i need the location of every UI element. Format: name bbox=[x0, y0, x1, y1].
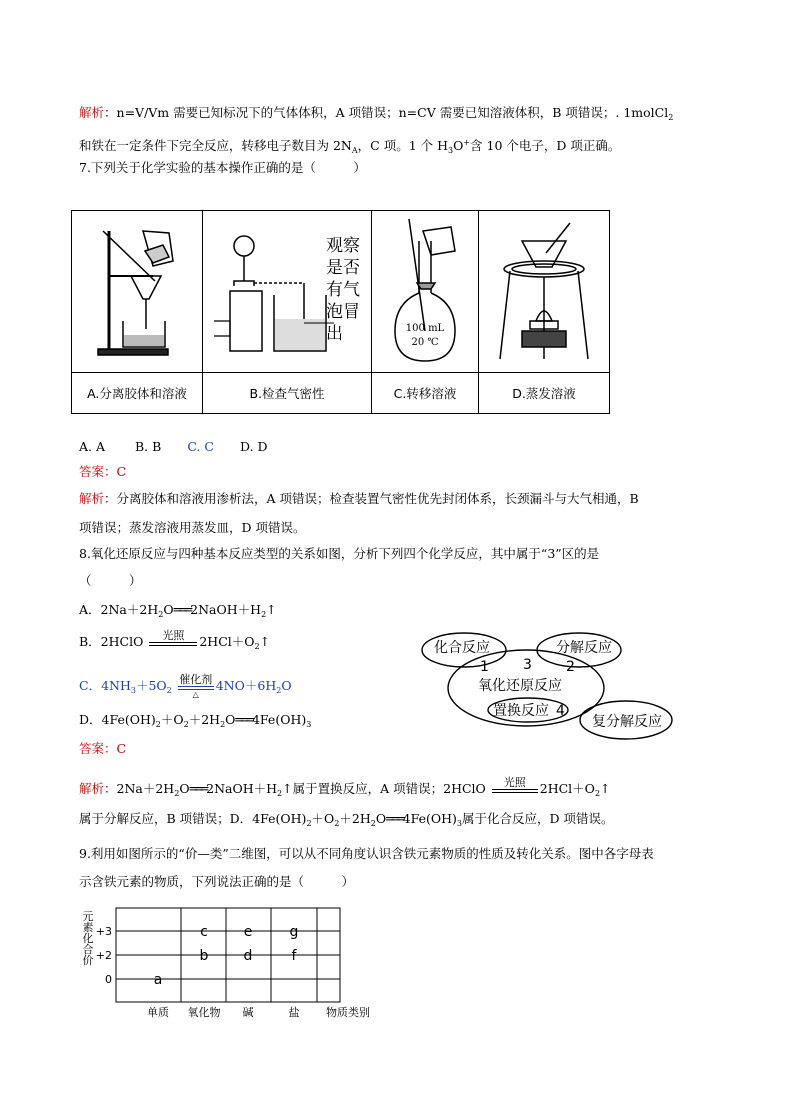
decompose-label: 分解反应 bbox=[556, 640, 612, 656]
q8-answer bbox=[79, 740, 126, 758]
subscript: 2 bbox=[183, 720, 189, 729]
caption-b: B.检查气密性 bbox=[203, 373, 372, 414]
analysis-text: ＋O bbox=[311, 811, 335, 826]
y-tick-zero: 0 bbox=[105, 973, 112, 986]
option-text: A．2Na＋2H bbox=[79, 602, 159, 617]
q9-stem-line1: 9.利用如图所示的“价—类”二维图，可以从不同角度认识含铁元素物质的性质及转化关系。图中各字母表 bbox=[79, 846, 654, 861]
condition-arrow bbox=[149, 630, 197, 655]
subscript: 2 bbox=[158, 610, 164, 619]
point-b: b bbox=[199, 948, 209, 964]
subscript: 2 bbox=[277, 789, 283, 798]
answer-label: 答案： bbox=[79, 464, 117, 479]
x-tick-element: 单质 bbox=[147, 1006, 169, 1019]
replace-label: 置换反应 bbox=[493, 703, 549, 719]
option-text: ↑ bbox=[259, 634, 271, 649]
evaporation-apparatus-icon bbox=[480, 211, 608, 369]
analysis-label: 解析 bbox=[79, 105, 105, 120]
analysis-text: O bbox=[453, 138, 464, 153]
option-text: ↑ bbox=[266, 602, 277, 617]
q8-option-a bbox=[79, 601, 277, 624]
analysis-text: ＋2H bbox=[339, 811, 371, 826]
choice-d: D. D bbox=[239, 439, 268, 454]
q7-choices bbox=[79, 438, 267, 456]
option-text: D．4Fe(OH) bbox=[79, 712, 156, 727]
analysis-text: O bbox=[375, 811, 387, 826]
condition-arrow bbox=[492, 777, 538, 802]
equals-sign: ═══ bbox=[173, 602, 191, 617]
y-title-char-1: 元 bbox=[82, 910, 94, 923]
condition-text: 光照 bbox=[162, 629, 185, 642]
subscript: 2 bbox=[166, 686, 172, 695]
q7-analysis-line2: 项错误；蒸发溶液用蒸发皿，D 项错误。 bbox=[79, 520, 306, 535]
apparatus-a bbox=[72, 211, 203, 373]
airtightness-apparatus-icon bbox=[204, 211, 370, 369]
y-title-char-2: 素 bbox=[82, 921, 94, 934]
x-tick-category: 物质类别 bbox=[326, 1006, 370, 1019]
q8-option-c bbox=[79, 674, 292, 700]
x-tick-salt: 盐 bbox=[288, 1006, 300, 1019]
analysis-text: ：n=V/Vm 需要已知标况下的气体体积，A 项错误；n=CV 需要已知溶液体积，B 项错误；. 1molCl bbox=[104, 105, 669, 120]
condition-text: 催化剂 bbox=[179, 673, 213, 686]
option-text: 4NO＋6H bbox=[215, 678, 277, 693]
option-text: 2NaOH＋H bbox=[190, 602, 262, 617]
subscript: 2 bbox=[334, 819, 340, 828]
analysis-text: ：2Na＋2H bbox=[104, 781, 175, 796]
condition-text: 光照 bbox=[503, 776, 526, 789]
region-2: 2 bbox=[566, 659, 575, 675]
subscript: 2 bbox=[276, 686, 282, 695]
subscript: 2 bbox=[370, 819, 376, 828]
apparatus-c bbox=[372, 211, 479, 373]
region-3: 3 bbox=[523, 657, 532, 673]
volumetric-flask-icon bbox=[373, 211, 477, 369]
caption-d: D.蒸发溶液 bbox=[479, 373, 610, 414]
answer-value: C bbox=[116, 464, 127, 479]
analysis-label: 解析 bbox=[79, 491, 105, 506]
subscript: 2 bbox=[220, 720, 226, 729]
caption-c: C.转移溶液 bbox=[372, 373, 479, 414]
option-text: C．4NH bbox=[79, 678, 131, 693]
analysis-label: 解析 bbox=[79, 781, 105, 796]
equals-sign: ═══ bbox=[386, 811, 403, 826]
analysis-text: 属于化合反应，D 项错误。 bbox=[462, 811, 614, 826]
point-c: c bbox=[200, 924, 208, 940]
subscript: 2 bbox=[261, 610, 267, 619]
q8-stem2: （ ） bbox=[79, 573, 142, 588]
q7-analysis-line1 bbox=[79, 490, 639, 508]
equals-sign: ═══ bbox=[189, 781, 207, 796]
double-label: 复分解反应 bbox=[592, 714, 662, 730]
point-e: e bbox=[243, 924, 253, 940]
q6-analysis-line2 bbox=[79, 134, 620, 160]
y-title-char-4: 合 bbox=[82, 943, 94, 956]
option-text: 2HCl＋O bbox=[199, 634, 255, 649]
subscript: 2 bbox=[155, 720, 161, 729]
apparatus-d bbox=[479, 211, 610, 373]
analysis-text: ↑属于置换反应，A 项错误；2HClO bbox=[282, 781, 486, 796]
subscript: 2 bbox=[174, 789, 180, 798]
b-note-1: 观察 bbox=[326, 236, 360, 256]
subscript: 2 bbox=[668, 113, 674, 122]
option-text: B．2HClO bbox=[79, 634, 144, 649]
region-4: 4 bbox=[556, 703, 565, 719]
analysis-text: 4Fe(OH) bbox=[402, 811, 457, 826]
analysis-text: 2HCl＋O bbox=[539, 781, 595, 796]
analysis-text: ，C 项。1 个 H bbox=[357, 138, 448, 153]
q8-analysis-line1 bbox=[79, 777, 611, 803]
redox-label: 氧化还原反应 bbox=[478, 678, 562, 694]
valence-class-chart bbox=[78, 898, 388, 1028]
choice-a: A. A bbox=[79, 439, 106, 454]
subscript: 3 bbox=[448, 146, 454, 155]
filtration-apparatus-icon bbox=[73, 211, 201, 369]
condition-text: △ bbox=[192, 690, 199, 699]
q7-apparatus-table bbox=[71, 210, 610, 414]
point-a: a bbox=[153, 972, 163, 988]
option-text: O bbox=[225, 712, 236, 727]
option-text: O bbox=[163, 602, 174, 617]
b-note-3: 有气 bbox=[326, 280, 360, 300]
option-text: ＋2H bbox=[188, 712, 221, 727]
flask-temp: 20 ℃ bbox=[411, 337, 439, 348]
answer-value: C bbox=[116, 741, 127, 756]
subscript: 2 bbox=[306, 819, 312, 828]
choice-c: C. C bbox=[187, 439, 214, 454]
subscript: 3 bbox=[130, 686, 136, 695]
q6-analysis-line1 bbox=[79, 104, 673, 127]
y-tick-plus2: +2 bbox=[95, 949, 112, 962]
q8-option-b bbox=[79, 630, 270, 656]
analysis-text: ↑ bbox=[600, 781, 611, 796]
apparatus-b bbox=[203, 211, 372, 373]
q7-stem: 7.下列关于化学实验的基本操作正确的是（ ） bbox=[79, 160, 366, 175]
b-note-2: 是否 bbox=[326, 258, 360, 278]
answer-label: 答案： bbox=[79, 741, 117, 756]
point-d: d bbox=[243, 948, 253, 964]
flask-volume: 100 mL bbox=[405, 323, 445, 334]
analysis-text: 属于分解反应，B 项错误；D．4Fe(OH) bbox=[79, 811, 307, 826]
subscript: 2 bbox=[254, 642, 260, 651]
q8-option-d bbox=[79, 711, 311, 734]
y-tick-plus3: +3 bbox=[95, 925, 112, 938]
option-text: 4Fe(OH) bbox=[251, 712, 307, 727]
point-f: f bbox=[291, 948, 297, 964]
analysis-text: 含 10 个电子，D 项正确。 bbox=[470, 138, 621, 153]
combine-label: 化合反应 bbox=[434, 640, 490, 656]
x-tick-oxide: 氧化物 bbox=[187, 1006, 221, 1019]
q9-stem-line2: 示含铁元素的物质，下列说法正确的是（ ） bbox=[79, 874, 355, 889]
point-g: g bbox=[289, 924, 299, 940]
caption-a: A.分离胶体和溶液 bbox=[72, 373, 203, 414]
analysis-text: 2NaOH＋H bbox=[206, 781, 278, 796]
analysis-text: O bbox=[179, 781, 190, 796]
y-title-char-5: 价 bbox=[82, 954, 94, 967]
choice-b: B. B bbox=[135, 439, 162, 454]
reaction-type-venn-diagram bbox=[416, 628, 676, 746]
option-text: ＋O bbox=[160, 712, 184, 727]
option-text: O bbox=[281, 678, 292, 693]
q8-stem: 8.氧化还原反应与四种基本反应类型的关系如图，分析下列四个化学反应，其中属于“3”区的是 bbox=[79, 546, 600, 561]
option-text: ＋5O bbox=[135, 678, 167, 693]
x-tick-base: 碱 bbox=[242, 1006, 254, 1019]
subscript: A bbox=[351, 146, 358, 155]
y-title-char-3: 化 bbox=[82, 932, 94, 945]
analysis-text: ：分离胶体和溶液用渗析法，A 项错误；检查装置气密性优先封闭体系，长颈漏斗与大气相通，B bbox=[104, 491, 639, 506]
b-note-5: 出 bbox=[326, 324, 343, 344]
b-note-4: 泡冒 bbox=[326, 302, 360, 322]
condition-arrow bbox=[178, 674, 214, 699]
superscript: + bbox=[463, 138, 471, 147]
analysis-text: 和铁在一定条件下完全反应，转移电子数目为 2N bbox=[79, 138, 352, 153]
subscript: 2 bbox=[594, 789, 601, 798]
region-1: 1 bbox=[480, 659, 489, 675]
q8-analysis-line2 bbox=[79, 810, 614, 833]
subscript: 3 bbox=[306, 720, 312, 729]
equals-sign: ═══ bbox=[235, 712, 252, 727]
subscript: 3 bbox=[456, 819, 462, 828]
q7-answer bbox=[79, 463, 126, 481]
